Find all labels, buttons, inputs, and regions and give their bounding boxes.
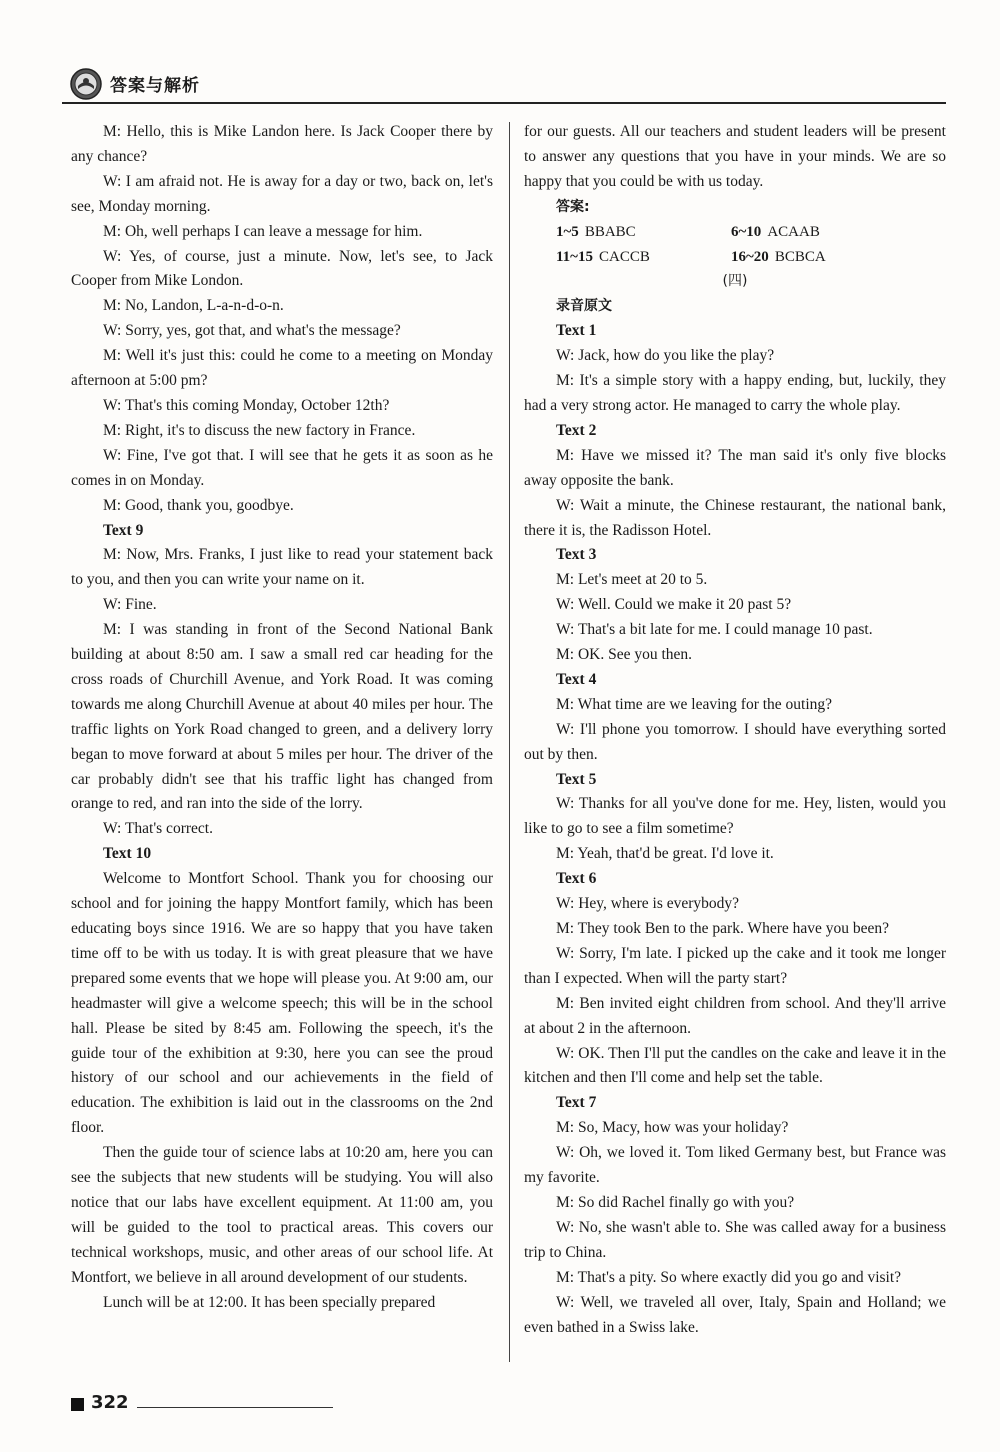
transcript-paragraph: M: Hello, this is Mike Landon here. Is Jack Cooper there by any chance? <box>71 123 493 165</box>
transcript-paragraph: M: So did Rachel finally go with you? <box>556 1193 795 1211</box>
transcript-paragraph: W: Oh, we loved it. Tom liked Germany best, but France was my favorite. <box>524 1144 946 1187</box>
transcript-paragraph: M: They took Ben to the park. Where have you been? <box>556 920 890 937</box>
transcript-paragraph: M: No, Landon, L-a-n-d-o-n. <box>103 297 284 315</box>
transcript-paragraph: M: That's a pity. So where exactly did you go and visit? <box>556 1268 902 1286</box>
section-heading: Text 2 <box>556 421 597 439</box>
answer-letters: ACAAB <box>767 223 820 240</box>
answer-range: 1~5 <box>556 223 579 240</box>
answers-label: 答案: <box>556 198 590 215</box>
transcript-paragraph: W: That's correct. <box>103 820 213 838</box>
section-heading: Text 10 <box>103 845 152 863</box>
transcript-paragraph: M: I was standing in front of the Second National Bank building at about 8:50 am. I saw a small red car heading for the cross roads of Churchill Avenue, and York Road. It was coming towards me along Churchill Avenue at about 40 miles per hour. The traffic lights on York Road changed to green, and a delivery lorry began to move forward at about 5 miles per hour. The driver of the car probably didn't see that his traffic light has changed from orange to red, and ran into the side of the lorry. <box>71 621 493 813</box>
transcript-paragraph: M: Now, Mrs. Franks, I just like to read your statement back to you, and then you can write your name on it. <box>71 546 493 589</box>
footer-square-icon <box>71 1398 84 1411</box>
transcript-paragraph: M: Yeah, that'd be great. I'd love it. <box>556 845 774 863</box>
section-heading: Text 3 <box>556 546 597 564</box>
transcript-paragraph: W: Sorry, yes, got that, and what's the message? <box>103 322 401 340</box>
right-transcript <box>524 319 946 1340</box>
transcript-paragraph: W: Well. Could we make it 20 past 5? <box>556 596 792 614</box>
column-divider <box>509 122 510 1362</box>
transcript-paragraph: W: That's a bit late for me. I could manage 10 past. <box>556 621 873 639</box>
left-column <box>71 120 493 1316</box>
transcript-paragraph: W: Thanks for all you've done for me. Hey, listen, would you like to go to see a film sometime? <box>524 795 946 838</box>
transcript-paragraph: M: What time are we leaving for the outing? <box>556 695 833 713</box>
section-heading: Text 6 <box>556 870 597 888</box>
section-heading: Text 5 <box>556 770 597 788</box>
section-heading: Text 4 <box>556 670 597 688</box>
answer-row <box>524 245 946 270</box>
header-title: 答案与解析 <box>110 76 200 96</box>
page-number: 322 <box>91 1392 129 1413</box>
answer-row <box>524 220 946 245</box>
answer-letters: BBABC <box>584 223 636 240</box>
transcript-paragraph: M: OK. See you then. <box>556 646 693 664</box>
transcript-paragraph: Lunch will be at 12:00. It has been specially prepared <box>103 1293 436 1311</box>
answer-range: 16~20 <box>731 248 769 265</box>
transcript-paragraph: M: So, Macy, how was your holiday? <box>556 1119 789 1137</box>
transcript-paragraph: W: Wait a minute, the Chinese restaurant, the national bank, there it is, the Radisson Hotel. <box>524 496 946 539</box>
transcript-paragraph: W: I'll phone you tomorrow. I should have everything sorted out by then. <box>524 720 946 763</box>
transcript-paragraph: W: Sorry, I'm late. I picked up the cake and it took me longer than I expected. When will the party start? <box>524 944 946 987</box>
transcript-paragraph: W: Jack, how do you like the play? <box>556 347 775 365</box>
right-column <box>524 120 946 1340</box>
answer-range: 11~15 <box>556 248 593 265</box>
footer-rule <box>137 1407 333 1408</box>
answer-letters: BCBCA <box>774 248 826 265</box>
transcript-paragraph: W: No, she wasn't able to. She was called away for a business trip to China. <box>524 1218 946 1261</box>
answer-letters: CACCB <box>598 248 650 265</box>
transcript-paragraph: M: Let's meet at 20 to 5. <box>556 571 708 589</box>
section-heading: Text 1 <box>556 322 597 340</box>
transcript-paragraph: W: Fine, I've got that. I will see that he gets it as soon as he comes in on Monday. <box>71 446 493 489</box>
transcript-paragraph: M: Good, thank you, goodbye. <box>103 496 294 514</box>
answer-key <box>524 220 946 270</box>
transcript-paragraph: M: Ben invited eight children from school. And they'll arrive at about 2 in the afternoon. <box>524 994 946 1037</box>
transcript-paragraph: M: Right, it's to discuss the new factory in France. <box>103 421 416 439</box>
transcript-paragraph: W: That's this coming Monday, October 12th? <box>103 396 390 414</box>
transcript-paragraph: M: Well it's just this: could he come to a meeting on Monday afternoon at 5:00 pm? <box>71 347 493 390</box>
section-number: (四) <box>722 273 748 290</box>
transcript-label: 录音原文 <box>556 298 612 315</box>
transcript-paragraph: W: I am afraid not. He is away for a day or two, back on, let's see, Monday morning. <box>71 172 493 215</box>
transcript-paragraph: M: It's a simple story with a happy ending, but, luckily, they had a very strong actor. He managed to carry the whole play. <box>524 372 946 414</box>
answer-range: 6~10 <box>731 223 762 240</box>
transcript-paragraph: W: Yes, of course, just a minute. Now, let's see, to Jack Cooper from Mike London. <box>71 247 493 290</box>
transcript-paragraph: M: Have we missed it? The man said it's only five blocks away opposite the bank. <box>524 446 946 489</box>
book-logo-icon <box>70 68 102 100</box>
transcript-paragraph: W: OK. Then I'll put the candles on the cake and leave it in the kitchen and then I'll come and help set the table. <box>524 1044 946 1087</box>
transcript-paragraph: M: Oh, well perhaps I can leave a message for him. <box>103 222 423 240</box>
transcript-paragraph: W: Hey, where is everybody? <box>556 895 740 913</box>
section-heading: Text 7 <box>556 1094 597 1112</box>
transcript-paragraph: Welcome to Montfort School. Thank you for choosing our school and for joining the happy Montfort family, which has been educating boys since 1916. We are so happy that you have taken time off to be with us today. It is with great pleasure that we have prepared some events that we hope will please you. At 9:00 am, our headmaster will give a welcome speech; this will be in the school hall. Please be sited by 8:45 am. Following the speech, it's the guide tour of the exhibition at 9:30, here you can see the proud history of our school and our achievements in the field of education. The exhibition is laid out in the classrooms on the 2nd floor. <box>71 870 493 1137</box>
right-intro-paragraph: for our guests. All our teachers and student leaders will be present to answer any questions that you have in your minds. We are so happy that you could be with us today. <box>524 123 946 190</box>
page-header <box>62 62 946 104</box>
transcript-paragraph: Then the guide tour of science labs at 10:20 am, here you can see the subjects that new students will be studying. You will also notice that our labs have excellent equipment. At 11:00 am, you will be guided to the tool to practical areas. This covers our technical workshops, music, and other areas of our school life. At Montfort, we believe in all around development of our students. <box>71 1144 493 1286</box>
transcript-paragraph: W: Fine. <box>103 596 157 614</box>
transcript-paragraph: W: Well, we traveled all over, Italy, Spain and Holland; we even bathed in a Swiss lake. <box>524 1293 946 1336</box>
section-heading: Text 9 <box>103 521 144 539</box>
